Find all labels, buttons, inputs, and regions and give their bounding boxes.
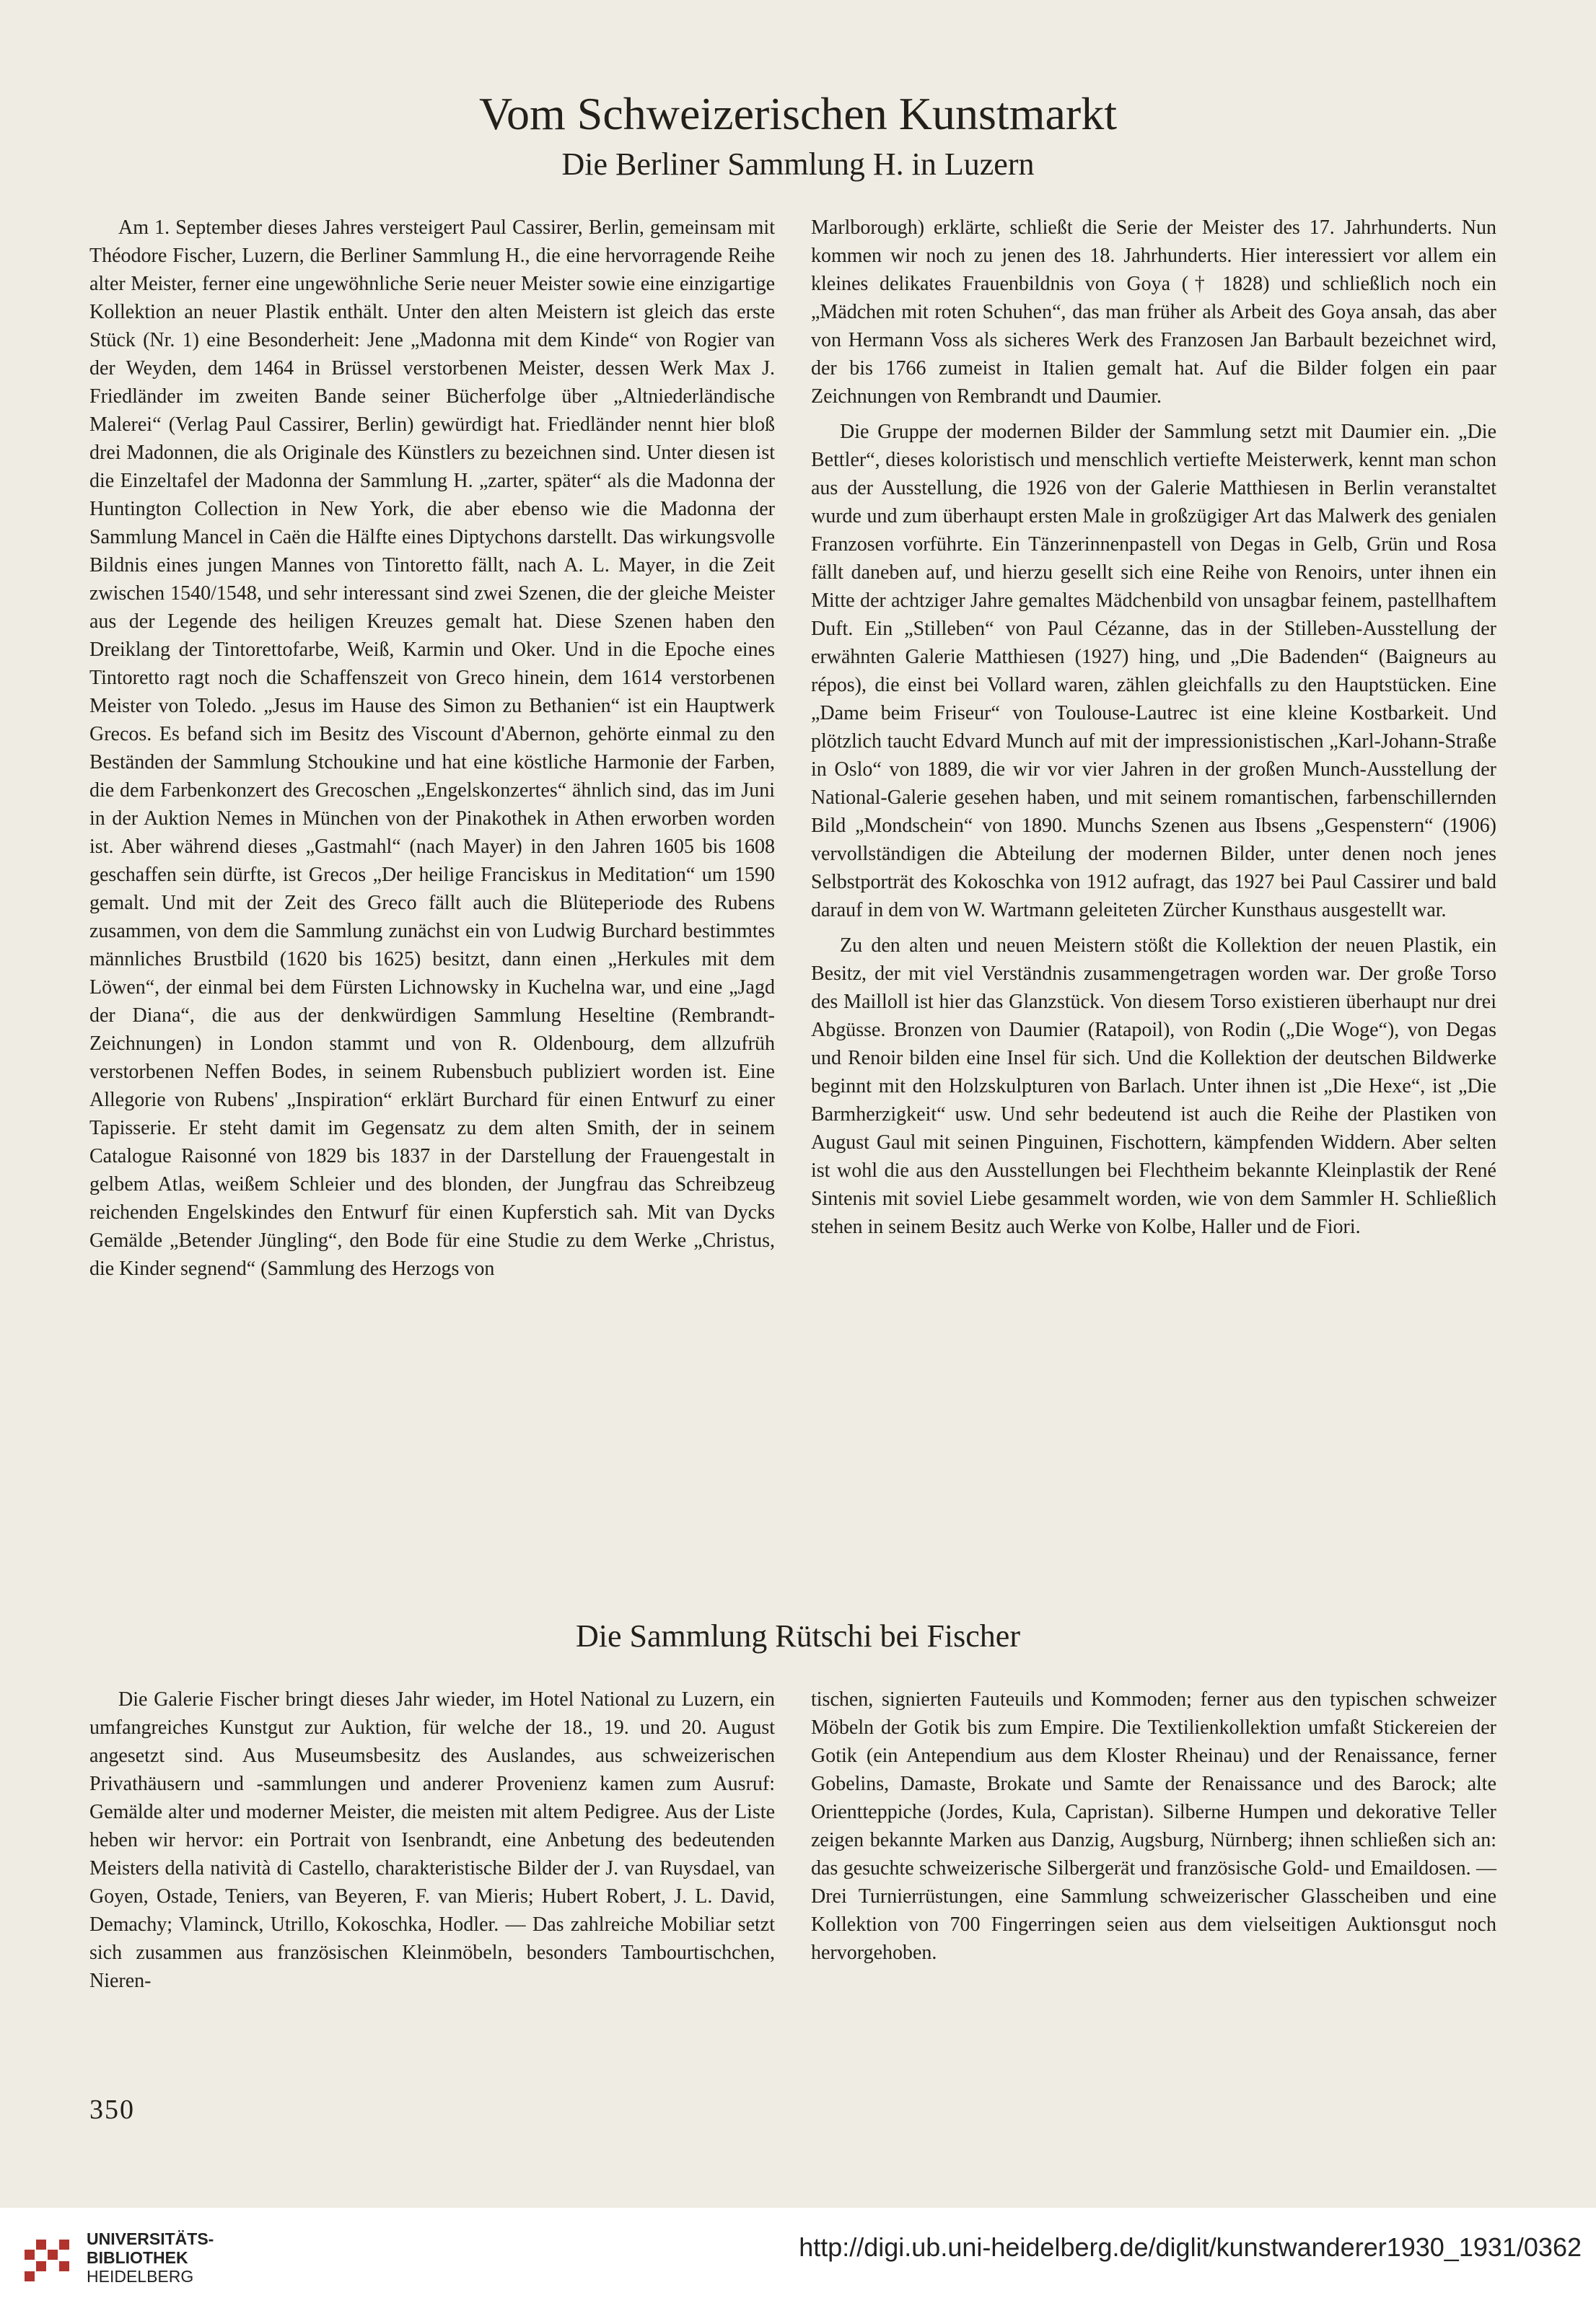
- paragraph: Zu den alten und neuen Meistern stößt die Kollektion der neuen Plastik, ein Besitz, der mit viel Verständnis zusammengetragen worden war. Der große Torso des Mailloll ist hier das Glanzstück. Von diesem Torso existieren überhaupt nur drei Abgüsse. Bronzen von Daumier (Ratapoil), von Rodin („Die Woge“), von Degas und Renoir bilden eine Insel für sich. Und die Kollektion der deutschen Bildwerke beginnt mit den Holzskulpturen von Barlach. Unter ihnen ist „Die Hexe“, ist „Die Barmherzigkeit“ usw. Und sehr bedeutend ist auch die Reihe der Plastiken von August Gaul mit seinen Pinguinen, Fischottern, kämpfenden Widdern. Aber selten ist wohl die aus den Ausstellungen bei Flechtheim bekannte Kleinplastik der René Sintenis mit soviel Liebe gesammelt worden, wie von dem Sammler H. Schließlich stehen in seinem Besitz auch Werke von Kolbe, Haller und de Fiori.: [811, 934, 1496, 1238]
- source-url-link[interactable]: http://digi.ub.uni-heidelberg.de/diglit/kunstwanderer1930_1931/0362: [799, 2232, 1582, 2262]
- article-column-left: [89, 214, 775, 1283]
- section-heading: Die Sammlung Rütschi bei Fischer: [576, 1618, 1020, 1654]
- paragraph: Die Gruppe der modernen Bilder der Sammlung setzt mit Daumier ein. „Die Bettler“, dieses koloristisch und menschlich vertiefte Meisterwerk, kennt man schon aus der Ausstellung, die 1926 von der Galerie Matthiesen in Berlin veranstaltet wurde und zum überhaupt ersten Male in großzügiger Art das Malwerk des genialen Franzosen vorführte. Ein Tänzerinnenpastell von Degas in Gelb, Grün und Rosa fällt daneben auf, und hierzu gesellt sich eine Reihe von Renoirs, unter ihnen ein Mitte der achtziger Jahre gemaltes Mädchenbild von unsagbar feinem, pastellhaftem Duft. Ein „Stilleben“ von Paul Cézanne, das in der Stilleben-Ausstellung der erwähnten Galerie Matthiesen (1927) hing, und „Die Badenden“ (Baigneurs au répos), die einst bei Vollard waren, zählen gleichfalls zu den Hauptstücken. Eine „Dame beim Friseur“ von Toulouse-Lautrec ist eine kleine Kostbarkeit. Und plötzlich taucht Edvard Munch auf mit der impressionistischen „Karl-Johann-Straße in Oslo“ von 1889, die wir vor vier Jahren in der großen Munch-Ausstellung der National-Galerie gesehen haben, und mit seinem romantischen, farbenschillernden Bild „Mondschein“ von 1890. Munchs Szenen aus Ibsens „Gespenstern“ (1906) vervollständigen die Abteilung der modernen Bilder, unter denen noch jenes Selbstporträt des Kokoschka von 1912 aufragt, das 1927 bei Paul Cassirer und bald darauf in dem von W. Wartmann geleiteten Zürcher Kunsthaus ausgestellt war.: [811, 421, 1496, 921]
- library-name: UNIVERSITÄTS- BIBLIOTHEK HEIDELBERG: [87, 2229, 214, 2286]
- page-number: 350: [89, 2095, 135, 2125]
- section-column-left: [89, 1685, 775, 1995]
- article-title: Vom Schweizerischen Kunstmarkt: [479, 88, 1117, 139]
- footer-bar: [0, 2208, 1596, 2298]
- library-logo-icon: [20, 2228, 78, 2286]
- article-column-right: [811, 214, 1496, 1241]
- article-subtitle: Die Berliner Sammlung H. in Luzern: [561, 146, 1035, 182]
- paragraph: tischen, signierten Fauteuils und Kommoden; ferner aus den typischen schweizer Möbeln der Gotik bis zum Empire. Die Textilienkollektion umfaßt Stickereien der Gotik (ein Antependium aus dem Kloster Rheinau) und der Renaissance, ferner Gobelins, Damaste, Brokate und Samte der Renaissance und des Barock; alte Orientteppiche (Jordes, Kula, Capristan). Silberne Humpen und dekorative Teller zeigen bekannte Marken aus Danzig, Augsburg, Nürnberg; ihnen schließen sich an: das gesuchte schweizerische Silbergerät und französische Gold- und Emaildosen. — Drei Turnierrüstungen, eine Sammlung schweizerischer Glasscheiben und eine Kollektion von 700 Fingerringen seien aus dem vielseitigen Auktionsgut noch hervorgehoben.: [811, 1688, 1496, 1964]
- paragraph: Am 1. September dieses Jahres versteigert Paul Cassirer, Berlin, gemeinsam mit Théodore Fischer, Luzern, die Berliner Sammlung H., die eine hervorragende Reihe alter Meister, ferner eine ungewöhnliche Serie neuer Meister sowie eine einzigartige Kollektion an neuer Plastik enthält. Unter den alten Meistern ist gleich das erste Stück (Nr. 1) eine Besonderheit: Jene „Madonna mit dem Kinde“ von Rogier van der Weyden, dem 1464 in Brüssel verstorbenen Meister, dessen Werk Max J. Friedländer im zweiten Bande seiner Bücherfolge über „Altniederländische Malerei“ (Verlag Paul Cassirer, Berlin) gewürdigt hat. Friedländer nennt hier bloß drei Madonnen, die als Originale des Künstlers zu bezeichnen sind. Unter diesen ist die Einzeltafel der Madonna der Sammlung H. „zarter, später“ als die Madonna der Huntington Collection in New York, die aber ebenso wie die Madonna der Sammlung Mancel in Caën die Hälfte eines Diptychons darstellt. Das wirkungsvolle Bildnis eines jungen Mannes von Tintoretto fällt, nach A. L. Mayer, in die Zeit zwischen 1540/1548, und sehr interessant sind zwei Szenen, die der gleiche Meister aus der Legende des heiligen Kreuzes gemalt hat. Diese Szenen haben den Dreiklang der Tintorettofarbe, Weiß, Karmin und Oker. Und in die Epoche eines Tintoretto ragt noch die Schaffenszeit von Greco hinein, dem 1614 verstorbenen Meister von Toledo. „Jesus im Hause des Simon zu Bethanien“ ist ein Hauptwerk Grecos. Es befand sich im Besitz des Viscount d'Abernon, gehörte einmal zu den Beständen der Sammlung Stchoukine und hat eine köstliche Harmonie der Farben, die dem Farbenkonzert des Grecoschen „Engelskonzertes“ ähnlich sind, das im Juni in der Auktion Nemes in München von der Pinakothek in Athen erworben worden ist. Aber während dieses „Gastmahl“ (nach Mayer) in den Jahren 1605 bis 1608 geschaffen sein dürfte, ist Grecos „Der heilige Franciskus in Meditation“ um 1590 gemalt. Und mit der Zeit des Greco fällt auch die Blüteperiode des Rubens zusammen, von dem die Sammlung zunächst ein von Ludwig Burchard bestimmtes männliches Brustbild (1620 bis 1625) besitzt, dann einen „Herkules mit dem Löwen“, der einmal bei dem Fürsten Lichnowsky in Kuchelna war, und eine „Jagd der Diana“, die aus der denkwürdigen Sammlung Heseltine (Rembrandt-Zeichnungen) in London stammt und von R. Oldenbourg, dem allzufrüh verstorbenen Neffen Bodes, in seinem Rubensbuch publiziert worden ist. Eine Allegorie von Rubens' „Inspiration“ erklärt Burchard für einen Entwurf zu einer Tapisserie. Er steht damit im Gegensatz zu dem alten Smith, der in seinem Catalogue Raisonné von 1829 bis 1837 in der Darstellung der Frauengestalt in gelbem Atlas, weißem Schleier und des blonden, der Jungfrau das Schreibzeug reichenden Engelskindes den Entwurf für einen Kupferstich sah. Mit van Dycks Gemälde „Betender Jüngling“, den Bode für eine Studie zu dem Werke „Christus, die Kinder segnend“ (Sammlung des Herzogs von: [89, 216, 775, 1280]
- paragraph: Marlborough) erklärte, schließt die Serie der Meister des 17. Jahrhunderts. Nun kommen wir noch zu jenen des 18. Jahrhunderts. Hier interessiert vor allem ein kleines delikates Frauenbildnis von Goya († 1828) und schließlich noch ein „Mädchen mit roten Schuhen“, das man früher als Arbeit des Goya ansah, das aber von Hermann Voss als sicheres Werk des Franzosen Jan Barbault bezeichnet wird, der bis 1766 zumeist in Italien gemalt hat. Auf die Bilder folgen ein paar Zeichnungen von Rembrandt und Daumier.: [811, 216, 1496, 408]
- paragraph: Die Galerie Fischer bringt dieses Jahr wieder, im Hotel National zu Luzern, ein umfangreiches Kunstgut zur Auktion, für welche der 18., 19. und 20. August angesetzt sind. Aus Museumsbesitz des Auslandes, aus schweizerischen Privathäusern und -sammlungen und anderer Provenienz kamen zum Ausruf: Gemälde alter und moderner Meister, die meisten mit altem Pedigree. Aus der Liste heben wir hervor: ein Portrait von Isenbrandt, eine Anbetung des bedeutenden Meisters della natività di Castello, charakteristische Bilder der J. van Ruysdael, van Goyen, Ostade, Teniers, van Beyeren, F. van Mieris; Hubert Robert, J. L. David, Demachy; Vlaminck, Utrillo, Kokoschka, Hodler. — Das zahlreiche Mobiliar setzt sich zusammen aus französischen Kleinmöbeln, besonders Tambourtischchen, Nieren-: [89, 1688, 775, 1992]
- section-column-right: [811, 1685, 1496, 1967]
